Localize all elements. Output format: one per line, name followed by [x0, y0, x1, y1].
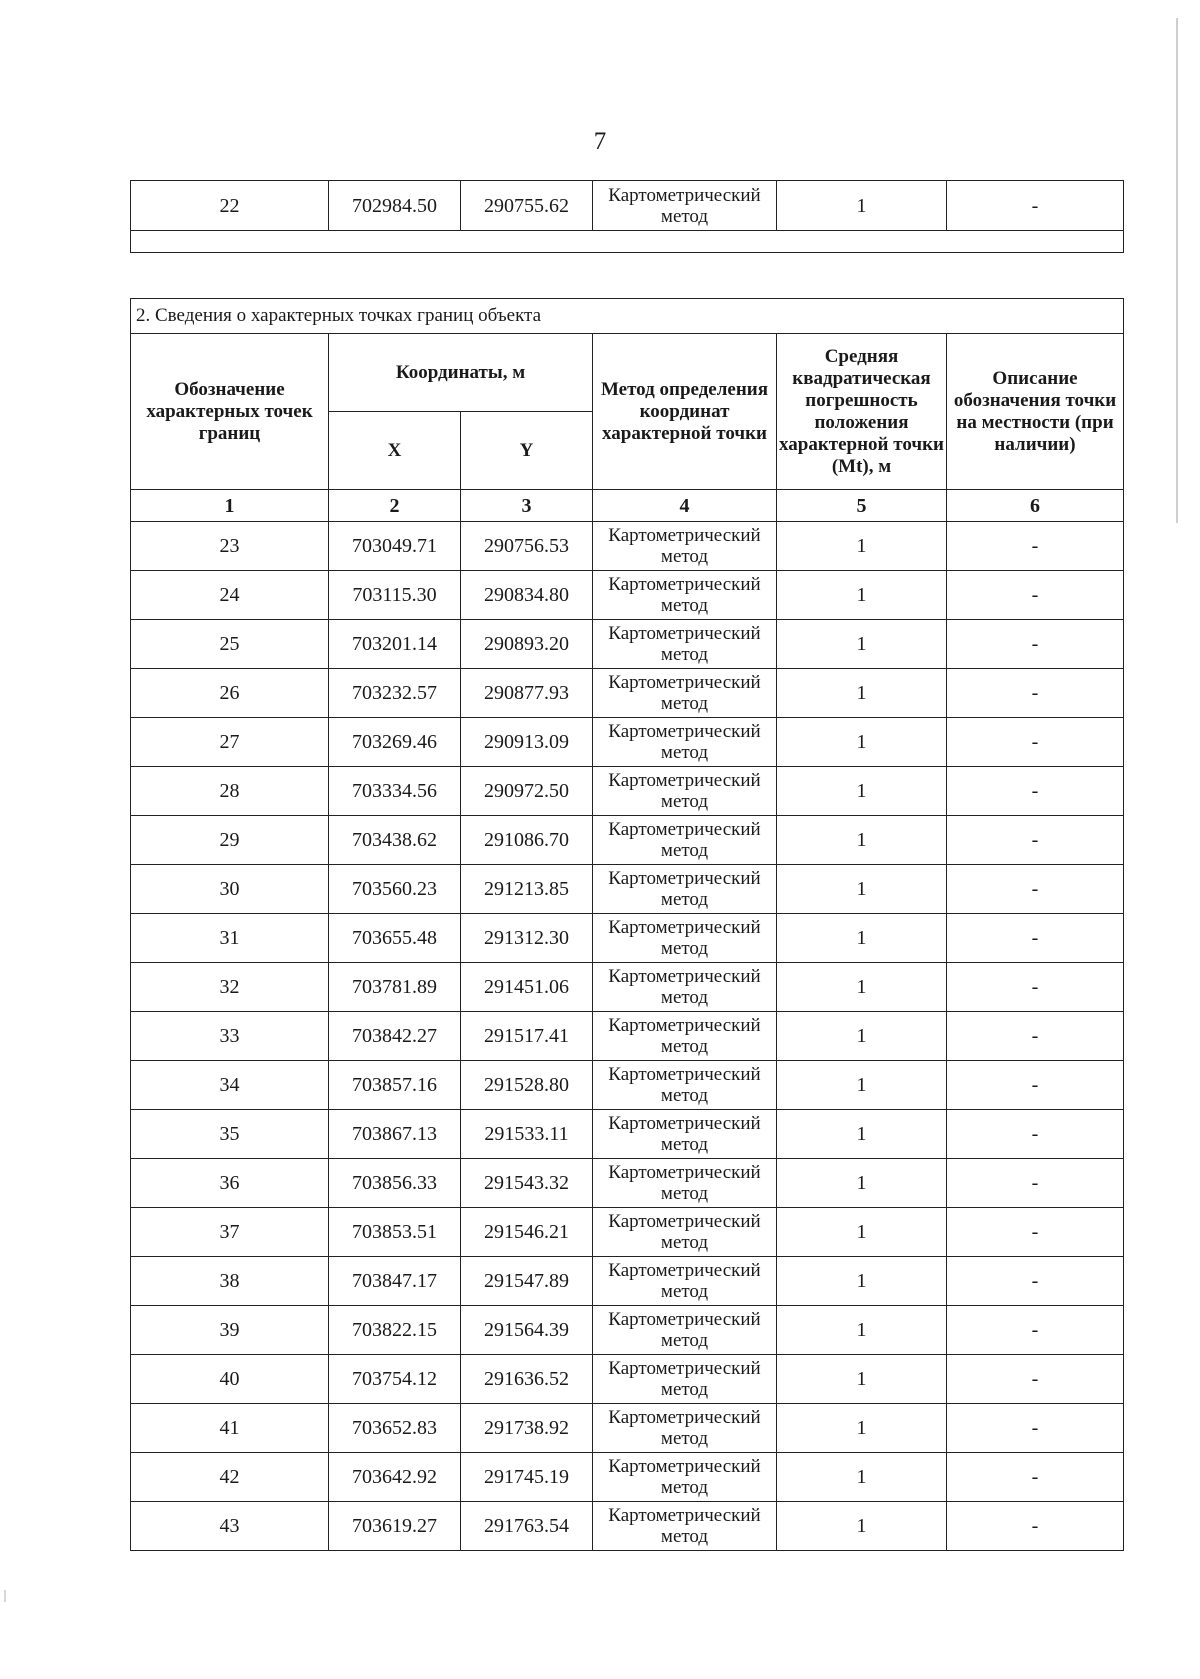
- description-cell: -: [947, 1159, 1124, 1208]
- point-cell: 27: [131, 718, 329, 767]
- y-cell: 290893.20: [461, 620, 593, 669]
- y-cell: 291547.89: [461, 1257, 593, 1306]
- point-cell: 30: [131, 865, 329, 914]
- x-cell: 703334.56: [329, 767, 461, 816]
- table-row: [131, 1355, 1124, 1404]
- method-cell: Картометрический метод: [593, 1306, 777, 1355]
- point-cell: 26: [131, 669, 329, 718]
- x-cell: 703754.12: [329, 1355, 461, 1404]
- table-row: [131, 1012, 1124, 1061]
- point-cell: 41: [131, 1404, 329, 1453]
- method-cell: Картометрический метод: [593, 522, 777, 571]
- description-cell: -: [947, 1110, 1124, 1159]
- method-cell: Картометрический метод: [593, 620, 777, 669]
- error-cell: 1: [777, 718, 947, 767]
- y-cell: 290913.09: [461, 718, 593, 767]
- y-cell: 291546.21: [461, 1208, 593, 1257]
- error-cell: 1: [777, 181, 947, 231]
- y-cell: 291564.39: [461, 1306, 593, 1355]
- table-row: [131, 1208, 1124, 1257]
- point-cell: 22: [131, 181, 329, 231]
- y-cell: 291636.52: [461, 1355, 593, 1404]
- description-cell: -: [947, 1355, 1124, 1404]
- x-cell: 703842.27: [329, 1012, 461, 1061]
- description-cell: -: [947, 865, 1124, 914]
- column-number: 3: [461, 490, 593, 522]
- y-cell: 290755.62: [461, 181, 593, 231]
- description-cell: -: [947, 1061, 1124, 1110]
- point-cell: 36: [131, 1159, 329, 1208]
- description-cell: -: [947, 620, 1124, 669]
- y-cell: 291533.11: [461, 1110, 593, 1159]
- method-cell: Картометрический метод: [593, 1012, 777, 1061]
- table-row: [131, 914, 1124, 963]
- table-row: [131, 1404, 1124, 1453]
- error-cell: 1: [777, 1306, 947, 1355]
- method-cell: Картометрический метод: [593, 181, 777, 231]
- error-cell: 1: [777, 1208, 947, 1257]
- y-cell: 291213.85: [461, 865, 593, 914]
- error-cell: 1: [777, 1404, 947, 1453]
- scan-edge-mark: [4, 1590, 6, 1602]
- table-row: [131, 1453, 1124, 1502]
- point-cell: 34: [131, 1061, 329, 1110]
- x-cell: 703201.14: [329, 620, 461, 669]
- method-cell: Картометрический метод: [593, 1208, 777, 1257]
- description-cell: -: [947, 767, 1124, 816]
- table-row: [131, 963, 1124, 1012]
- description-cell: -: [947, 914, 1124, 963]
- error-cell: 1: [777, 1453, 947, 1502]
- x-cell: 703232.57: [329, 669, 461, 718]
- point-cell: 37: [131, 1208, 329, 1257]
- x-cell: 703652.83: [329, 1404, 461, 1453]
- method-cell: Картометрический метод: [593, 1061, 777, 1110]
- description-cell: -: [947, 1404, 1124, 1453]
- error-cell: 1: [777, 571, 947, 620]
- description-cell: -: [947, 522, 1124, 571]
- description-cell: -: [947, 1502, 1124, 1551]
- x-cell: 703822.15: [329, 1306, 461, 1355]
- method-cell: Картометрический метод: [593, 914, 777, 963]
- section-title: 2. Сведения о характерных точках границ объекта: [131, 299, 1124, 334]
- x-cell: 703049.71: [329, 522, 461, 571]
- point-cell: 43: [131, 1502, 329, 1551]
- description-cell: -: [947, 963, 1124, 1012]
- description-cell: -: [947, 1208, 1124, 1257]
- description-cell: -: [947, 571, 1124, 620]
- description-cell: -: [947, 1306, 1124, 1355]
- y-cell: 290756.53: [461, 522, 593, 571]
- x-cell: 703781.89: [329, 963, 461, 1012]
- error-cell: 1: [777, 1012, 947, 1061]
- page-number: 7: [593, 128, 607, 155]
- x-cell: 703853.51: [329, 1208, 461, 1257]
- method-cell: Картометрический метод: [593, 669, 777, 718]
- method-cell: Картометрический метод: [593, 1257, 777, 1306]
- description-cell: -: [947, 1012, 1124, 1061]
- point-cell: 23: [131, 522, 329, 571]
- description-cell: -: [947, 816, 1124, 865]
- error-cell: 1: [777, 767, 947, 816]
- x-cell: 703642.92: [329, 1453, 461, 1502]
- point-cell: 39: [131, 1306, 329, 1355]
- table-row: [131, 1061, 1124, 1110]
- point-cell: 31: [131, 914, 329, 963]
- method-cell: Картометрический метод: [593, 1159, 777, 1208]
- table-row: [131, 1110, 1124, 1159]
- table-row: [131, 767, 1124, 816]
- y-cell: 291738.92: [461, 1404, 593, 1453]
- y-cell: 290877.93: [461, 669, 593, 718]
- method-cell: Картометрический метод: [593, 1502, 777, 1551]
- table-row: [131, 865, 1124, 914]
- header-method: Метод определения координат характерной точки: [593, 334, 777, 490]
- y-cell: 291517.41: [461, 1012, 593, 1061]
- header-coordinates: Координаты, м: [329, 334, 593, 412]
- method-cell: Картометрический метод: [593, 1355, 777, 1404]
- header-y: Y: [461, 412, 593, 490]
- table-row: [131, 620, 1124, 669]
- table-row: [131, 1306, 1124, 1355]
- x-cell: 703438.62: [329, 816, 461, 865]
- error-cell: 1: [777, 620, 947, 669]
- error-cell: 1: [777, 963, 947, 1012]
- characteristic-points-table: [130, 298, 1124, 1551]
- column-number: 1: [131, 490, 329, 522]
- point-cell: 42: [131, 1453, 329, 1502]
- error-cell: 1: [777, 522, 947, 571]
- header-error: Средняя квадратическая погрешность положения характерной точки (Mt), м: [777, 334, 947, 490]
- column-number: 6: [947, 490, 1124, 522]
- method-cell: Картометрический метод: [593, 718, 777, 767]
- error-cell: 1: [777, 669, 947, 718]
- y-cell: 291312.30: [461, 914, 593, 963]
- empty-row: [131, 231, 1124, 253]
- method-cell: Картометрический метод: [593, 963, 777, 1012]
- x-cell: 703847.17: [329, 1257, 461, 1306]
- method-cell: Картометрический метод: [593, 571, 777, 620]
- column-number: 5: [777, 490, 947, 522]
- x-cell: 703857.16: [329, 1061, 461, 1110]
- empty-cell: [131, 231, 1124, 253]
- column-number: 4: [593, 490, 777, 522]
- method-cell: Картометрический метод: [593, 865, 777, 914]
- table-row: [131, 1502, 1124, 1551]
- point-cell: 28: [131, 767, 329, 816]
- header-description: Описание обозначения точки на местности (при наличии): [947, 334, 1124, 490]
- x-cell: 703867.13: [329, 1110, 461, 1159]
- x-cell: 702984.50: [329, 181, 461, 231]
- table-row: [131, 669, 1124, 718]
- y-cell: 291543.32: [461, 1159, 593, 1208]
- y-cell: 291451.06: [461, 963, 593, 1012]
- x-cell: 703619.27: [329, 1502, 461, 1551]
- point-cell: 38: [131, 1257, 329, 1306]
- column-number: 2: [329, 490, 461, 522]
- x-cell: 703269.46: [329, 718, 461, 767]
- method-cell: Картометрический метод: [593, 1404, 777, 1453]
- point-cell: 35: [131, 1110, 329, 1159]
- description-cell: -: [947, 181, 1124, 231]
- method-cell: Картометрический метод: [593, 1110, 777, 1159]
- description-cell: -: [947, 1257, 1124, 1306]
- scan-edge-line: [1176, 18, 1178, 523]
- x-cell: 703115.30: [329, 571, 461, 620]
- y-cell: 290834.80: [461, 571, 593, 620]
- x-cell: 703856.33: [329, 1159, 461, 1208]
- error-cell: 1: [777, 1257, 947, 1306]
- y-cell: 291763.54: [461, 1502, 593, 1551]
- description-cell: -: [947, 669, 1124, 718]
- description-cell: -: [947, 718, 1124, 767]
- continuation-table: [130, 180, 1124, 253]
- table-row: [131, 522, 1124, 571]
- y-cell: 291528.80: [461, 1061, 593, 1110]
- point-cell: 25: [131, 620, 329, 669]
- method-cell: Картометрический метод: [593, 1453, 777, 1502]
- table-row: [131, 181, 1124, 231]
- error-cell: 1: [777, 1159, 947, 1208]
- header-x: X: [329, 412, 461, 490]
- header-designation: Обозначение характерных точек границ: [131, 334, 329, 490]
- point-cell: 33: [131, 1012, 329, 1061]
- y-cell: 290972.50: [461, 767, 593, 816]
- table-row: [131, 1257, 1124, 1306]
- table-row: [131, 1159, 1124, 1208]
- error-cell: 1: [777, 1061, 947, 1110]
- error-cell: 1: [777, 1110, 947, 1159]
- error-cell: 1: [777, 1355, 947, 1404]
- table-row: [131, 816, 1124, 865]
- table-row: [131, 718, 1124, 767]
- table-row: [131, 571, 1124, 620]
- point-cell: 29: [131, 816, 329, 865]
- point-cell: 32: [131, 963, 329, 1012]
- error-cell: 1: [777, 914, 947, 963]
- y-cell: 291086.70: [461, 816, 593, 865]
- x-cell: 703655.48: [329, 914, 461, 963]
- y-cell: 291745.19: [461, 1453, 593, 1502]
- x-cell: 703560.23: [329, 865, 461, 914]
- error-cell: 1: [777, 865, 947, 914]
- point-cell: 24: [131, 571, 329, 620]
- point-cell: 40: [131, 1355, 329, 1404]
- description-cell: -: [947, 1453, 1124, 1502]
- error-cell: 1: [777, 1502, 947, 1551]
- method-cell: Картометрический метод: [593, 816, 777, 865]
- method-cell: Картометрический метод: [593, 767, 777, 816]
- table-body: [131, 522, 1124, 1551]
- error-cell: 1: [777, 816, 947, 865]
